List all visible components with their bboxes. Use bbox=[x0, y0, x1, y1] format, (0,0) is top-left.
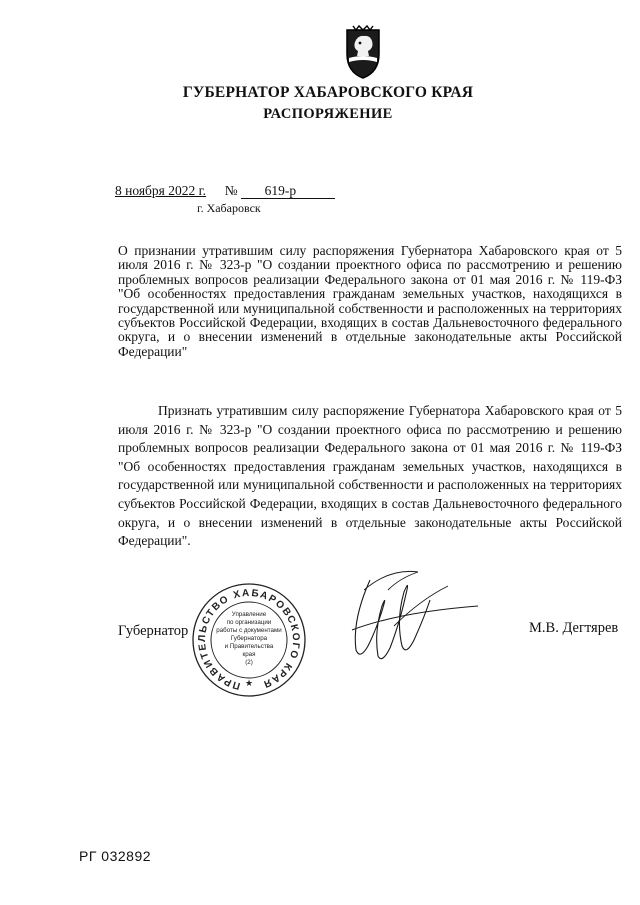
stamp-line-6: края bbox=[242, 651, 256, 658]
stamp-line-2: по организации bbox=[226, 619, 272, 626]
handwritten-signature bbox=[330, 560, 480, 670]
stamp-line-5: и Правительства bbox=[224, 643, 274, 650]
stamp-line-3: работы с документами bbox=[216, 627, 282, 634]
official-stamp bbox=[180, 580, 318, 698]
number-label: № bbox=[224, 183, 238, 198]
stamp-line-1: Управление bbox=[231, 611, 267, 618]
registration-line bbox=[115, 183, 335, 199]
document-date: 8 ноября 2022 г. bbox=[115, 183, 207, 198]
serial-number: РГ 032892 bbox=[79, 848, 152, 864]
document-title: О признании утратившим силу распоряжения Губернатора Хабаровского края от 5 июля 2016 г. № 323-р "О создании проектного офиса по рассмотрению и решению проблемных вопросов реализации Федерального закона от 01 мая 2016 г. № 119-ФЗ "Об особенностях предоставления гражданам земельных участков, находящихся в государственной или муниципальной собственности и расположенных на территориях субъектов Российской Федерации, входящих в состав Дальневосточного федерального округа, и о внесении изменений в отдельные законодательные акты Российской Федерации" bbox=[118, 243, 622, 359]
document-type: РАСПОРЯЖЕНИЕ bbox=[263, 106, 393, 122]
coat-of-arms-emblem bbox=[341, 24, 385, 80]
stamp-star-icon: ★ bbox=[244, 678, 254, 688]
signatory-title: Губернатор bbox=[118, 623, 189, 639]
issuing-authority: ГУБЕРНАТОР ХАБАРОВСКОГО КРАЯ bbox=[182, 84, 474, 101]
stamp-line-4: Губернатора bbox=[230, 635, 268, 642]
document-body: Признать утратившим силу распоряжение Губернатора Хабаровского края от 5 июля 2016 г. № 323-р "О создании проектного офиса по рассмотрению и решению проблемных вопросов реализации Федерального закона от 01 мая 2016 г. № 119-ФЗ "Об особенностях предоставления гражданам земельных участков, находящихся в государственной или муниципальной собственности и расположенных на территориях субъектов Российской Федерации, входящих в состав Дальневосточного федерального округа, и о внесении изменений в отдельные законодательные акты Российской Федерации". bbox=[118, 403, 622, 549]
stamp-line-7: (2) bbox=[245, 659, 253, 666]
document-number-field bbox=[241, 184, 335, 199]
signatory-name: М.В. Дегтярев bbox=[529, 620, 619, 636]
document-city: г. Хабаровск bbox=[197, 201, 261, 215]
document-number: 619-р bbox=[264, 183, 297, 198]
stamp-ring-text: ПРАВИТЕЛЬСТВО ХАБАРОВСКОГО КРАЯ bbox=[196, 587, 302, 692]
